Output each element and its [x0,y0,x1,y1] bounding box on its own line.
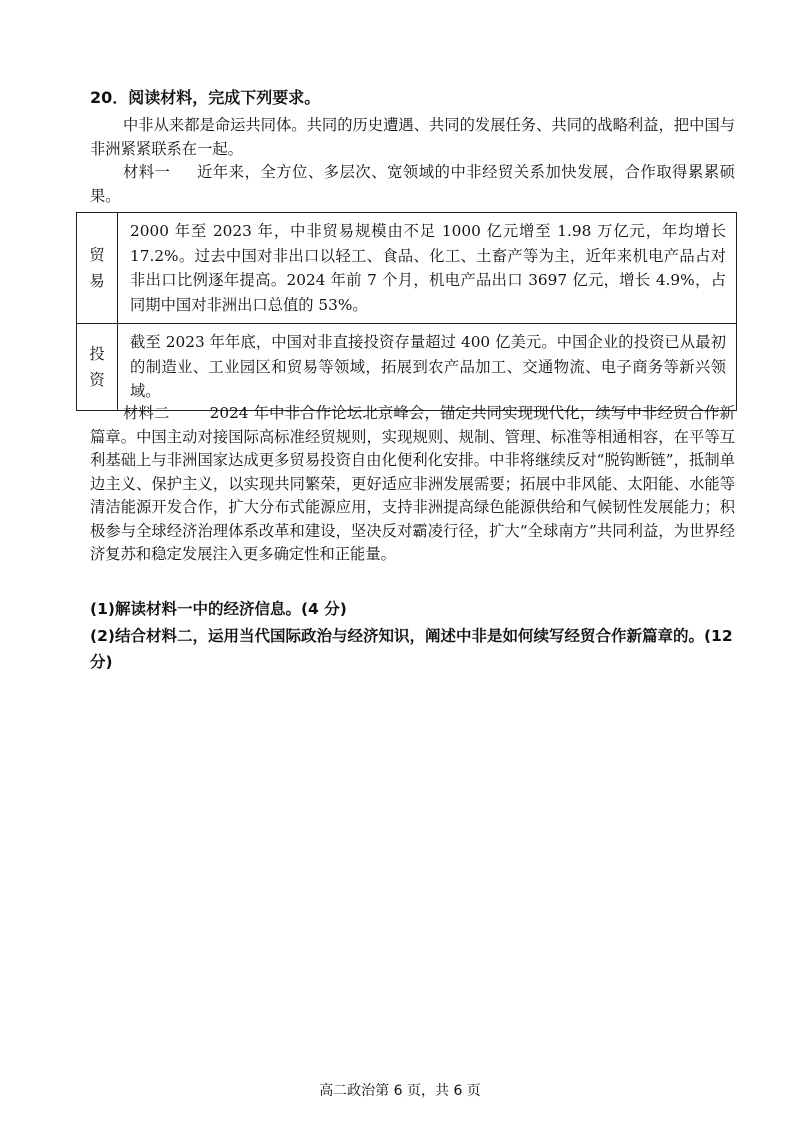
subquestion-1: (1)解读材料一中的经济信息。(4 分) [90,600,347,618]
question-title: 20．阅读材料，完成下列要求。 [90,88,321,107]
material1-intro [90,161,735,208]
table-row [77,213,737,324]
row-header-trade: 贸 易 [77,213,118,324]
row-header-investment: 投 资 [77,324,118,411]
material2-text: 材料二 2024 年中非合作论坛北京峰会，锚定共同实现现代化，续写中非经贸合作新篇章。中国主动对接国际高标准经贸规则，实现规则、规制、管理、标准等相通相容，在平等互利基础上与非洲国家达成更多贸易投资自由化便利化安排。中非将继续反对“脱钩断链”，抵制单边主义、保护主义，以实现共同繁荣，更好适应非洲发展需要；拓展中非风能、太阳能、水能等清洁能源开发合作，扩大分布式能源应用，支持非洲提高绿色能源供给和气候韧性发展能力；积极参与全球经济治理体系改革和建设，坚决反对霸凌行径，扩大“全球南方”共同利益，为世界经济复苏和稳定发展注入更多确定性和正能量。 [90,404,735,563]
material1-table [76,212,737,411]
material2-label: 材料二 [123,404,170,422]
row-body-investment: 截至 2023 年年底，中国对非直接投资存量超过 400 亿美元。中国企业的投资已从最初的制造业、工业园区和贸易等领域，拓展到农产品加工、交通物流、电子商务等新兴领域。 [118,324,737,411]
table-row [77,324,737,411]
subquestion-2: (2)结合材料二，运用当代国际政治与经济知识，阐述中非是如何续写经贸合作新篇章的。(12 分) [90,627,733,671]
question-intro: 中非从来都是命运共同体。共同的历史遭遇、共同的发展任务、共同的战略利益，把中国与非洲紧紧联系在一起。 [90,116,735,158]
row-body-trade: 2000 年至 2023 年，中非贸易规模由不足 1000 亿元增至 1.98 万亿元，年均增长 17.2%。过去中国对非出口以轻工、食品、化工、土畜产等为主，近年来机电产品占对非出口比例逐年提高。2024 年前 7 个月，机电产品出口 3697 亿元，增长 4.9%，占同期中国对非洲出口总值的 53%。 [118,213,737,324]
material1-text: 近年来，全方位、多层次、宽领域的中非经贸关系加快发展，合作取得累累硕果。 [90,163,735,205]
material1-label: 材料一 [123,163,171,181]
page-footer: 高二政治第 6 页，共 6 页 [319,1083,481,1099]
